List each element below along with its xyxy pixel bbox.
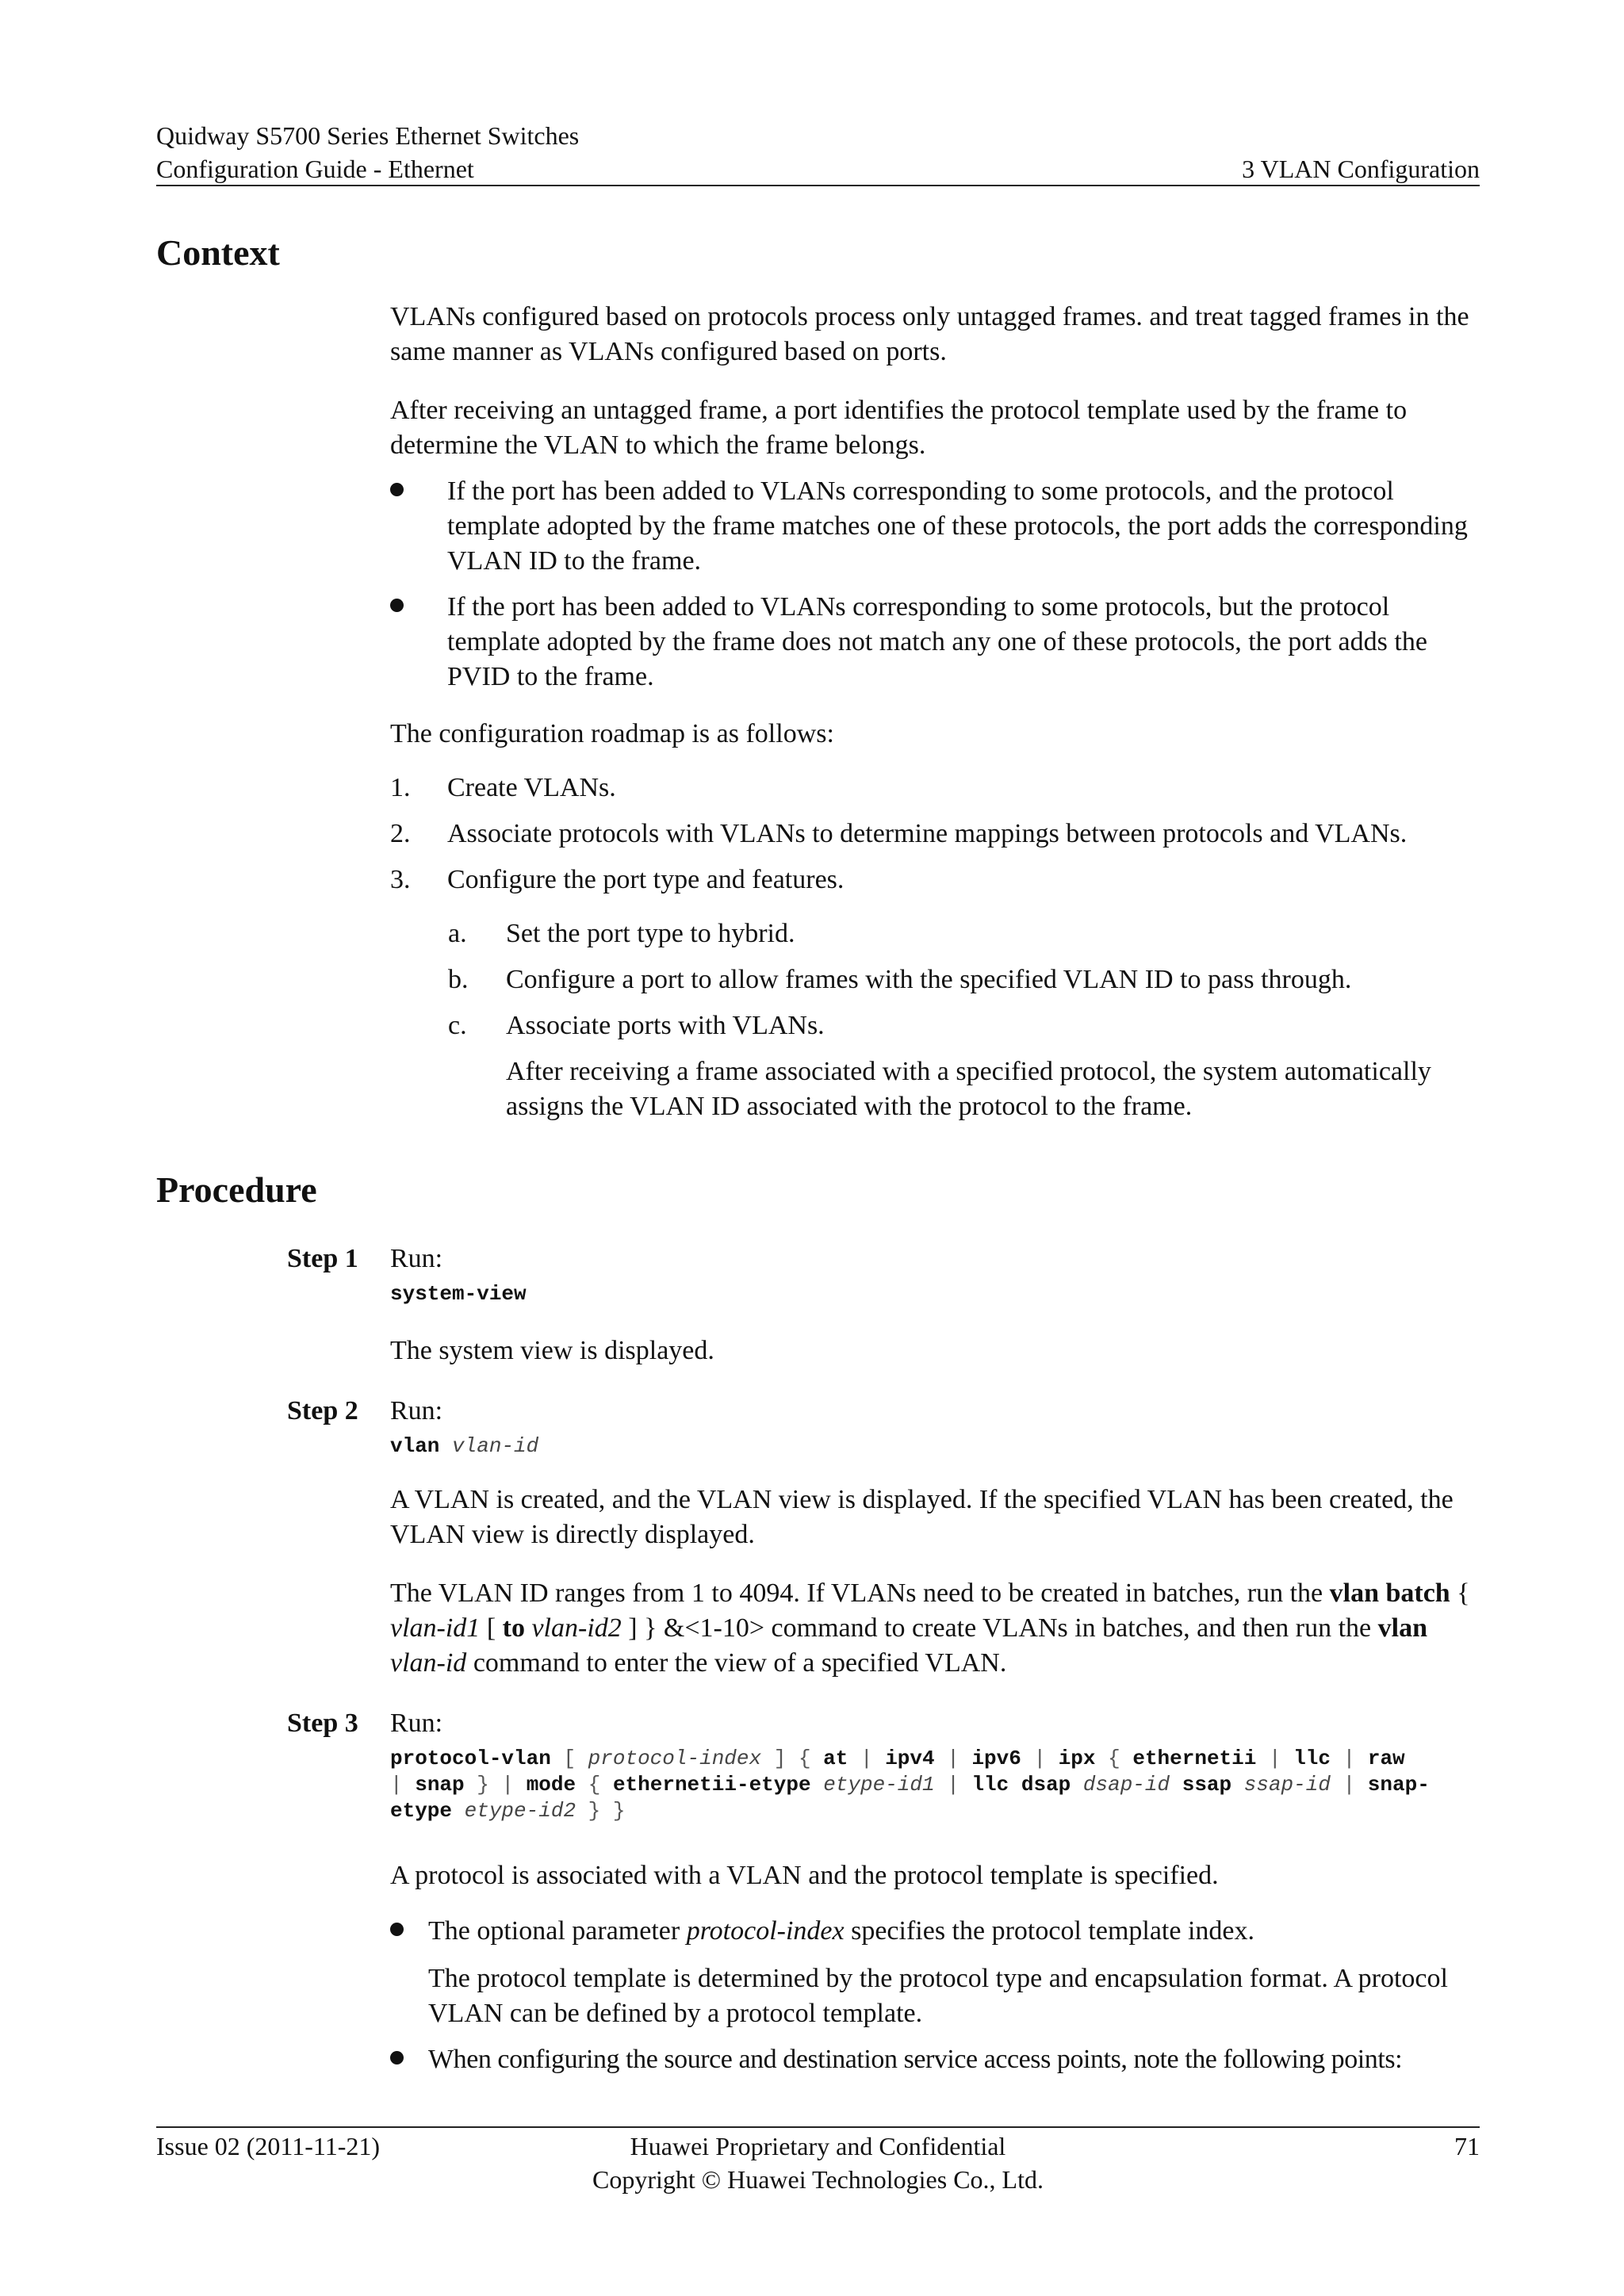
context-para-1: VLANs configured based on protocols process only untagged frames. and treat tagged frames in the same manner as VLANs configured based on ports. bbox=[390, 302, 1469, 366]
context-para-2: After receiving an untagged frame, a port identifies the protocol template used by the frame to determine the VLAN to which the frame belongs. bbox=[390, 396, 1408, 460]
roadmap-item: 3. Configure the port type and features. bbox=[390, 865, 845, 894]
step-3-bullet-note: The protocol template is determined by the protocol type and encapsulation format. A protocol VLAN can be defined by a protocol template. bbox=[428, 1964, 1448, 2028]
context-bullet: If the port has been added to VLANs corresponding to some protocols, but the protocol template adopted by the frame does not match any one of these protocols, the port adds the PVID to the frame. bbox=[390, 590, 1480, 695]
step-3-label: Step 3 bbox=[287, 1709, 358, 1738]
step-3-command bbox=[390, 1746, 1480, 1824]
header-guide: Configuration Guide - Ethernet bbox=[156, 155, 474, 183]
step-2-description: A VLAN is created, and the VLAN view is displayed. If the specified VLAN has been created, the VLAN view is directly displayed. bbox=[390, 1485, 1454, 1549]
roadmap-item: 2. Associate protocols with VLANs to determine mappings between protocols and VLANs. bbox=[390, 819, 1408, 848]
step-1-label: Step 1 bbox=[287, 1244, 358, 1273]
command-line-3: etype etype-id2 } } bbox=[390, 1799, 626, 1823]
footer-confidential: Huawei Proprietary and Confidential bbox=[630, 2132, 1006, 2160]
step-2-run: Run: bbox=[390, 1396, 443, 1425]
context-heading: Context bbox=[156, 232, 280, 273]
roadmap-substep: c. Associate ports with VLANs. bbox=[448, 1011, 825, 1040]
step-3-bullet: The optional parameter protocol-index specifies the protocol template index. bbox=[390, 1914, 1480, 1949]
roadmap-substep-note: After receiving a frame associated with a specified protocol, the system automatically assigns the VLAN ID associated with the protocol to the frame. bbox=[506, 1057, 1431, 1121]
header-chapter: 3 VLAN Configuration bbox=[1242, 155, 1480, 183]
roadmap-intro: The configuration roadmap is as follows: bbox=[390, 719, 834, 748]
bullet-dot-icon bbox=[390, 2042, 408, 2060]
step-3-run: Run: bbox=[390, 1709, 443, 1738]
command-line-1: protocol-vlan [ protocol-index ] { at | ipv4 | ipv6 | ipx { ethernetii | llc | raw bbox=[390, 1747, 1405, 1770]
bullet-dot-icon bbox=[390, 1914, 408, 1931]
page-header bbox=[156, 119, 1480, 186]
footer-center bbox=[156, 2130, 1480, 2196]
page-number: 71 bbox=[1454, 2132, 1480, 2160]
header-divider bbox=[156, 185, 1480, 186]
bullet-dot-icon bbox=[390, 474, 408, 492]
step-2-command: vlan vlan-id bbox=[390, 1434, 539, 1458]
procedure-heading: Procedure bbox=[156, 1169, 317, 1210]
footer-divider bbox=[156, 2126, 1480, 2128]
context-bullet: If the port has been added to VLANs corresponding to some protocols, and the protocol template adopted by the frame matches one of these protocols, the port adds the corresponding VLAN ID to the frame. bbox=[390, 474, 1480, 579]
roadmap-substep: b. Configure a port to allow frames with the specified VLAN ID to pass through. bbox=[448, 965, 1352, 994]
footer-copyright: Copyright © Huawei Technologies Co., Ltd. bbox=[592, 2165, 1044, 2194]
command-line-2: | snap } | mode { ethernetii-etype etype-id1 | llc dsap dsap-id ssap ssap-id | snap- bbox=[390, 1773, 1430, 1797]
step-3-description: A protocol is associated with a VLAN and the protocol template is specified. bbox=[390, 1861, 1219, 1890]
step-2-note: The VLAN ID ranges from 1 to 4094. If VLANs need to be created in batches, run the vlan batch { vlan-id1 [ to vlan-id2 ] } &<1-10> command to create VLANs in batches, and then run the vlan vlan-id command to enter the view of a specified VLAN. bbox=[390, 1578, 1470, 1678]
step-1-run: Run: bbox=[390, 1244, 443, 1273]
step-3-bullet: When configuring the source and destination service access points, note the following points: bbox=[390, 2042, 1480, 2077]
roadmap-item: 1. Create VLANs. bbox=[390, 773, 616, 802]
step-2-label: Step 2 bbox=[287, 1396, 358, 1425]
step-1-command: system-view bbox=[390, 1282, 527, 1306]
roadmap-substep: a. Set the port type to hybrid. bbox=[448, 919, 795, 948]
footer-issue: Issue 02 (2011-11-21) bbox=[156, 2132, 381, 2160]
bullet-dot-icon bbox=[390, 590, 408, 607]
step-1-description: The system view is displayed. bbox=[390, 1336, 714, 1365]
header-product: Quidway S5700 Series Ethernet Switches bbox=[156, 121, 580, 150]
